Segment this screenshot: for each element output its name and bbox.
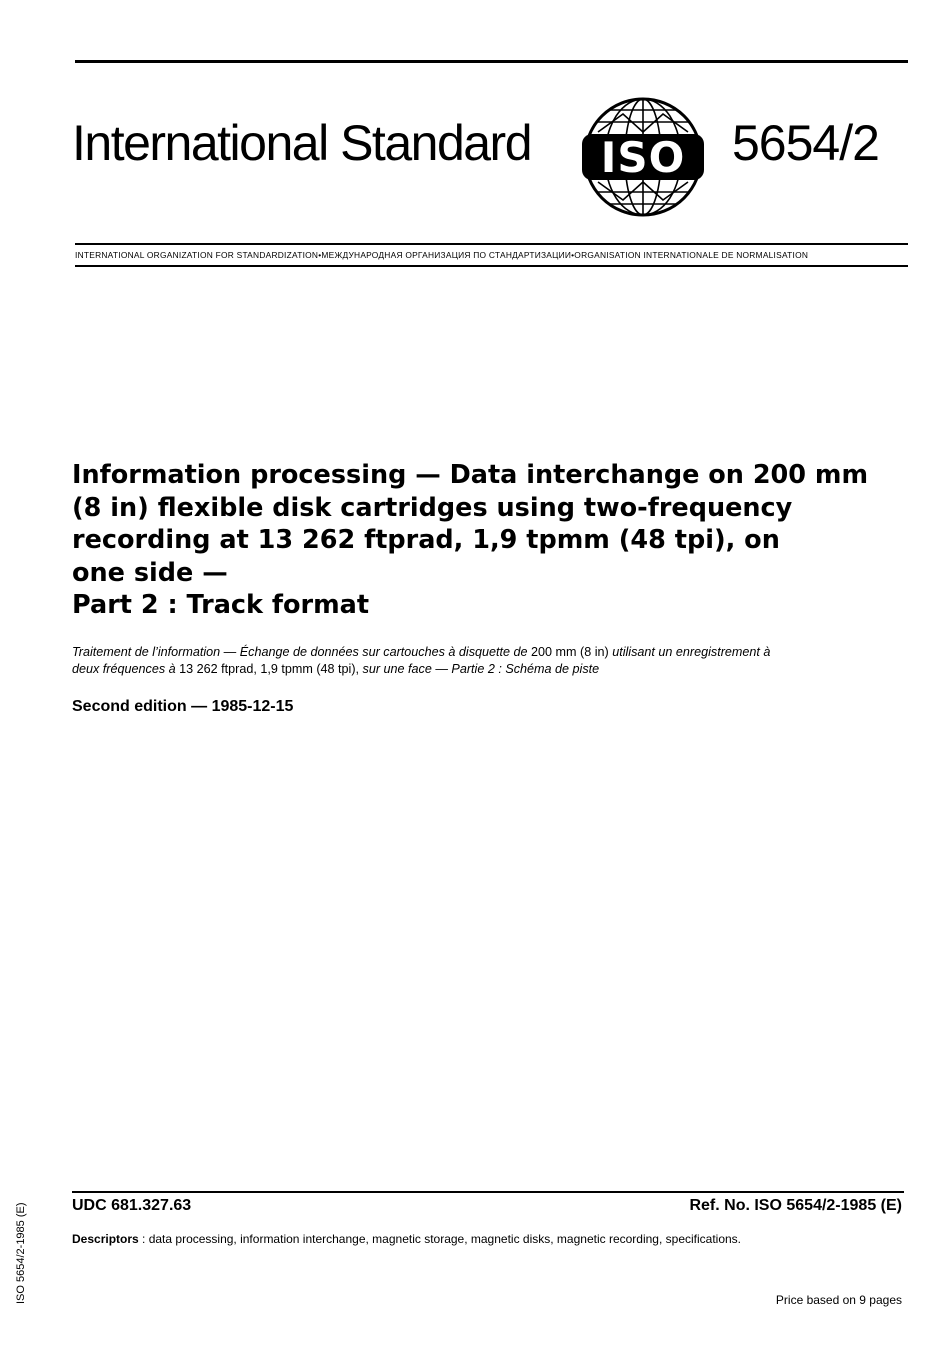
french-title-part: utilisant un enregistrement à bbox=[608, 645, 771, 659]
french-title-part: Traitement de l’information — Échange de données sur cartouches à disquette de bbox=[72, 645, 532, 659]
top-rule bbox=[75, 60, 908, 63]
organization-line: INTERNATIONAL ORGANIZATION FOR STANDARDIZATION•МЕЖДУНАРОДНАЯ ОРГАНИЗАЦИЯ ПО СТАНДАРТИЗАЦИИ•ORGANISATION INTERNATIONALE DE NORMALISATION bbox=[75, 250, 809, 260]
french-title-part: 200 mm (8 in) bbox=[531, 645, 609, 659]
descriptors-text: : data processing, information interchange, magnetic storage, magnetic disks, magnetic recording, specifications. bbox=[138, 1232, 742, 1246]
french-title-part: sur une face — Partie 2 : Schéma de piste bbox=[359, 662, 600, 676]
price-note: Price based on 9 pages bbox=[775, 1293, 902, 1307]
standard-number: 5654/2 bbox=[732, 115, 879, 171]
org-rule-top bbox=[75, 243, 908, 245]
svg-text:ISO: ISO bbox=[600, 133, 686, 182]
document-type-title: International Standard bbox=[72, 115, 532, 171]
french-title-part: deux fréquences à bbox=[72, 662, 180, 676]
document-title bbox=[72, 459, 892, 622]
title-line: Part 2 : Track format bbox=[72, 590, 370, 620]
footer-rule bbox=[72, 1191, 904, 1193]
french-title bbox=[72, 644, 902, 678]
title-line: (8 in) flexible disk cartridges using two-frequency bbox=[72, 492, 793, 523]
french-title-part: 13 262 ftprad, 1,9 tpmm (48 tpi), bbox=[179, 662, 360, 676]
descriptors bbox=[72, 1232, 741, 1246]
title-line: Information processing — Data interchange on 200 mm bbox=[72, 460, 869, 490]
descriptors-label: Descriptors bbox=[72, 1232, 139, 1246]
spine-reference: ISO 5654/2-1985 (E) bbox=[15, 1202, 27, 1304]
reference-number: Ref. No. ISO 5654/2-1985 (E) bbox=[689, 1197, 902, 1214]
title-line: one side — bbox=[72, 557, 228, 588]
org-rule-bottom bbox=[75, 265, 908, 267]
title-line: recording at 13 262 ftprad, 1,9 tpmm (48 tpi), on bbox=[72, 525, 780, 555]
iso-globe-logo bbox=[578, 92, 708, 222]
udc-number: UDC 681.327.63 bbox=[72, 1197, 192, 1214]
edition-line: Second edition — 1985-12-15 bbox=[72, 698, 294, 715]
